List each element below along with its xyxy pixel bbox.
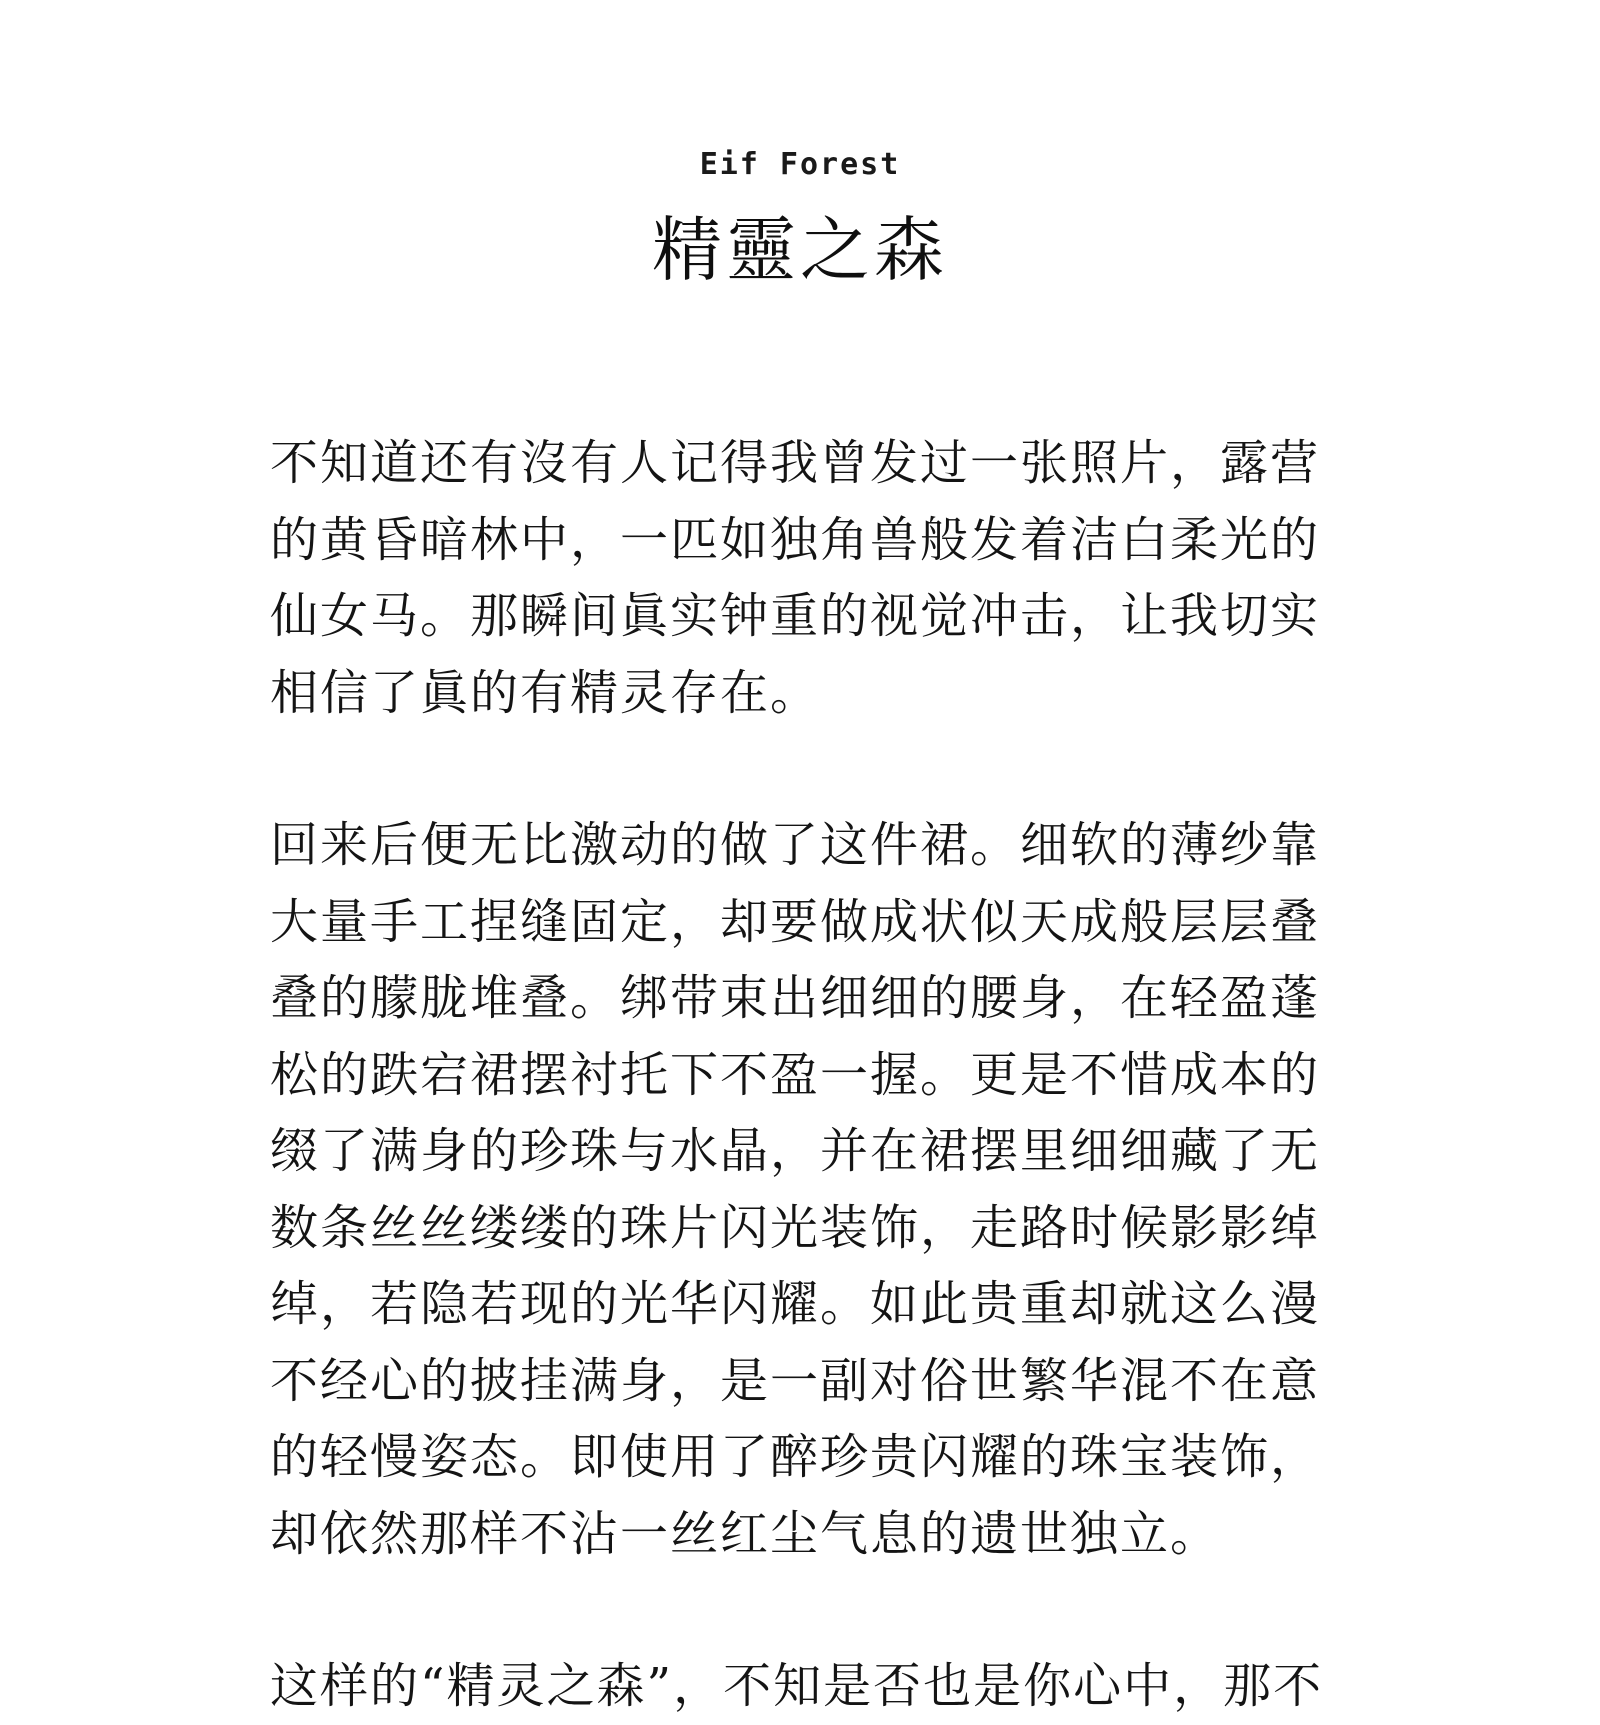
article-body xyxy=(270,425,1345,1725)
paragraph-1: 不知道还有沒有人记得我曾发过一张照片，露营 的黄昏暗林中，一匹如独角兽般发着洁白柔光的 仙女马。那瞬间眞实钟重的视觉冲击，让我切实 相信了眞的有精灵存在。 xyxy=(270,435,1321,721)
paragraph-3: 这样的“精灵之森”，不知是否也是你心中，那不 xyxy=(270,1658,1324,1714)
paragraph-2: 回来后便无比激动的做了这件裙。细软的薄纱靠 大量手工捏缝固定，却要做成状似天成般层层叠 叠的朦胧堆叠。绑带束出细细的腰身，在轻盈蓬 松的跌宕裙摆衬托下不盈一握。更是不惜成本的 缀了满身的珍珠与水晶，并在裙摆里细细藏了无 数条丝丝缕缕的珠片闪光装饰，走路时候影影绰 绰，若隐若现的光华闪耀。如此贵重却就这么漫 不经心的披挂满身，是一副对俗世繁华混不在意 的轻慢姿态。即使用了醉珍贵闪耀的珠宝装饰， 却依然那样不沾一丝红尘气息的遗世独立。 xyxy=(270,817,1321,1562)
page-title: 精靈之森 xyxy=(652,209,948,291)
page-subtitle: Eif Forest xyxy=(699,147,901,182)
